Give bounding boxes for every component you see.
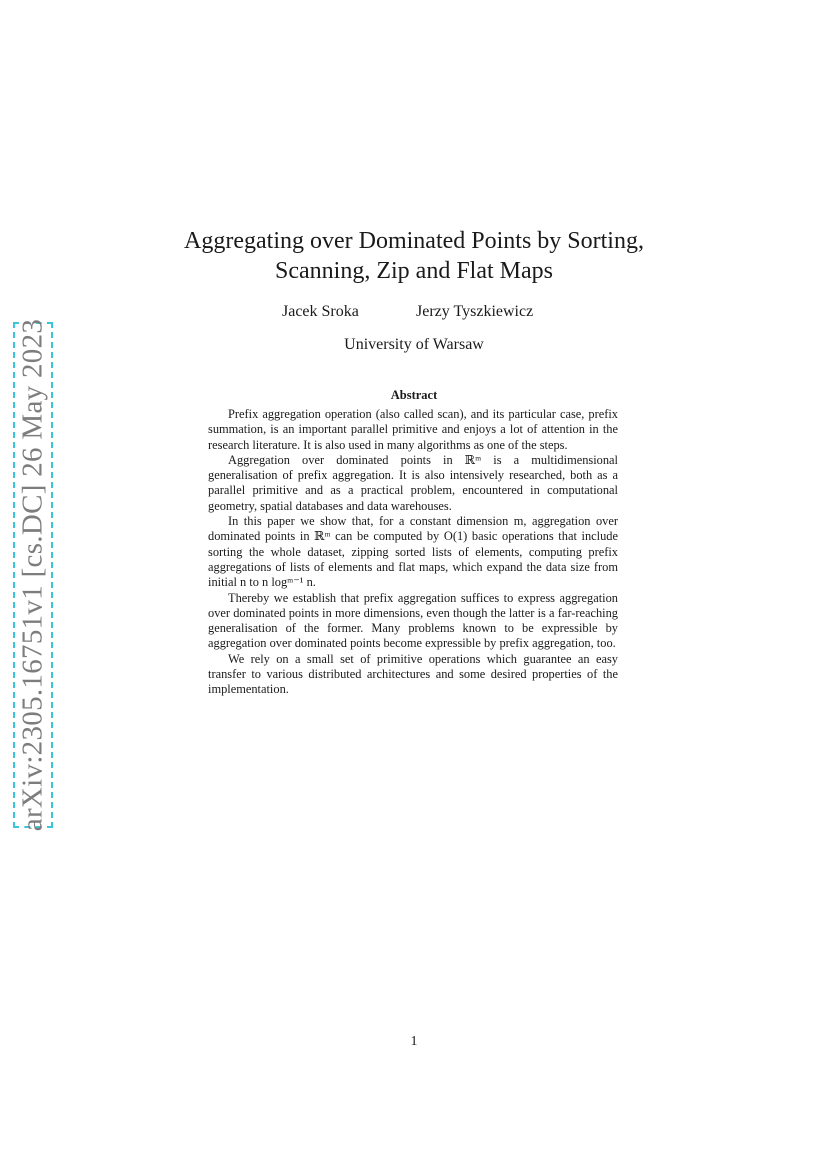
- paper-title: [140, 226, 688, 286]
- arxiv-identifier-text: arXiv:2305.16751v1 [cs.DC] 26 May 2023: [16, 318, 49, 832]
- author-name: Jacek Sroka: [282, 303, 359, 320]
- abstract-body: [208, 407, 618, 698]
- abstract-paragraph: We rely on a small set of primitive operations which guarantee an easy transfer to various distributed architectures and some desired properties of the implementation.: [208, 651, 618, 697]
- paper-title-line-1: Aggregating over Dominated Points by Sorting,: [184, 228, 644, 254]
- author-list: [0, 303, 828, 323]
- abstract-paragraph: Thereby we establish that prefix aggregation suffices to express aggregation over dominated points in more dimensions, even though the latter is a far-reaching generalisation of the former. Many problems known to be expressible by aggregation over dominated points become expressible by prefix aggregation, too.: [208, 590, 618, 651]
- abstract-paragraph: Aggregation over dominated points in ℝᵐ is a multidimensional generalisation of prefix aggregation. It is also intensively researched, both as a parallel primitive and as a practical problem, encountered in computational geometry, spatial databases and data warehouses.: [208, 452, 618, 513]
- abstract-paragraph: Prefix aggregation operation (also called scan), and its particular case, prefix summation, is an important parallel primitive and enjoys a lot of attention in the research literature. It is also used in many algorithms as one of the steps.: [208, 407, 618, 452]
- abstract-paragraph: In this paper we show that, for a constant dimension m, aggregation over dominated points in ℝᵐ can be computed by O(1) basic operations that include sorting the whole dataset, zipping sorted lists of elements, computing prefix aggregations of lists of elements and flat maps, which expand the data size from initial n to n logᵐ⁻¹ n.: [208, 514, 618, 590]
- author-name: Jerzy Tyszkiewicz: [416, 303, 534, 320]
- page-number: 1: [410, 1034, 418, 1049]
- abstract-heading: Abstract: [390, 388, 438, 402]
- author-affiliation: University of Warsaw: [344, 336, 484, 353]
- paper-title-line-2: Scanning, Zip and Flat Maps: [275, 258, 553, 284]
